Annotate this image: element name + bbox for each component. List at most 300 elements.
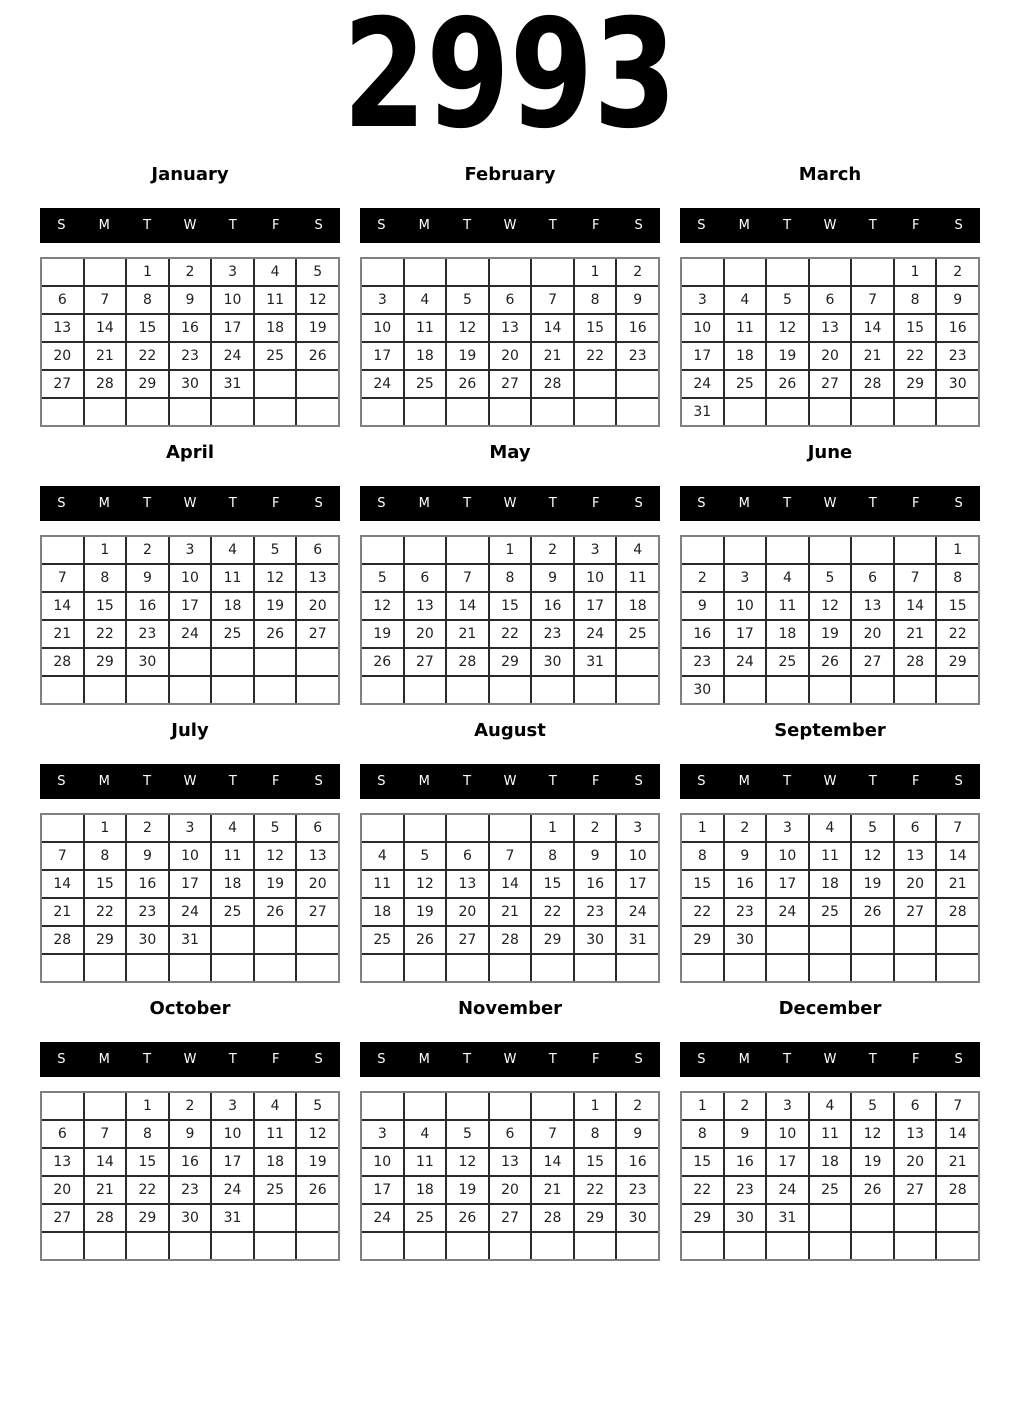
weekday-label: S: [634, 496, 643, 511]
day-cell: 12: [852, 843, 893, 869]
month-name: June: [807, 441, 853, 463]
day-cell: 19: [255, 593, 296, 619]
day-cell: 4: [255, 1093, 296, 1119]
day-cell: [212, 649, 253, 675]
day-cell: 20: [297, 593, 338, 619]
day-cell: [575, 955, 616, 981]
weekday-label: T: [868, 496, 877, 511]
day-cell: 21: [85, 1177, 126, 1203]
day-grid: [680, 257, 980, 427]
month-name: January: [151, 163, 229, 185]
day-grid: [360, 257, 660, 427]
day-cell: [42, 259, 83, 285]
month-block: [360, 706, 660, 984]
day-cell: [297, 399, 338, 425]
day-cell: 24: [575, 621, 616, 647]
year-title: 2993: [342, 0, 677, 162]
month-name: October: [149, 997, 231, 1019]
day-cell: 27: [852, 649, 893, 675]
month-block: [40, 428, 340, 706]
day-cell: 26: [297, 1177, 338, 1203]
day-cell: 9: [937, 287, 978, 313]
day-cell: 28: [447, 649, 488, 675]
day-cell: 29: [85, 927, 126, 953]
day-cell: 24: [362, 371, 403, 397]
day-cell: 1: [490, 537, 531, 563]
day-cell: [810, 677, 851, 703]
day-cell: 11: [212, 843, 253, 869]
day-cell: 13: [42, 1149, 83, 1175]
day-cell: [490, 259, 531, 285]
day-cell: 30: [725, 927, 766, 953]
weekday-label: W: [183, 496, 197, 511]
day-cell: 24: [682, 371, 723, 397]
day-cell: 28: [937, 1177, 978, 1203]
day-cell: [170, 1233, 211, 1259]
day-cell: [362, 955, 403, 981]
day-cell: 7: [490, 843, 531, 869]
weekday-label: F: [591, 774, 600, 789]
day-cell: 26: [810, 649, 851, 675]
day-cell: 21: [852, 343, 893, 369]
day-cell: 15: [575, 1149, 616, 1175]
day-cell: 6: [895, 815, 936, 841]
day-cell: [490, 815, 531, 841]
day-cell: 28: [852, 371, 893, 397]
day-cell: [767, 955, 808, 981]
weekday-label: T: [868, 1052, 877, 1067]
day-cell: 7: [447, 565, 488, 591]
day-cell: [212, 677, 253, 703]
day-cell: [490, 399, 531, 425]
weekday-label: F: [911, 218, 920, 233]
day-cell: [767, 927, 808, 953]
day-cell: 13: [895, 1121, 936, 1147]
day-cell: [362, 815, 403, 841]
day-cell: [405, 1233, 446, 1259]
day-cell: 25: [767, 649, 808, 675]
day-cell: 4: [767, 565, 808, 591]
weekday-label: S: [697, 774, 706, 789]
day-cell: 5: [297, 259, 338, 285]
day-cell: 17: [212, 1149, 253, 1175]
day-cell: 14: [532, 1149, 573, 1175]
day-cell: 3: [767, 815, 808, 841]
day-cell: 30: [170, 371, 211, 397]
day-cell: 13: [810, 315, 851, 341]
day-cell: [532, 1233, 573, 1259]
day-cell: 10: [212, 1121, 253, 1147]
weekday-label: W: [183, 774, 197, 789]
day-cell: 13: [490, 1149, 531, 1175]
day-cell: 9: [575, 843, 616, 869]
month-name: August: [474, 719, 546, 741]
month-name: February: [464, 163, 556, 185]
day-cell: [255, 371, 296, 397]
day-cell: 3: [617, 815, 658, 841]
day-cell: 14: [895, 593, 936, 619]
day-cell: 24: [767, 1177, 808, 1203]
day-cell: 5: [852, 815, 893, 841]
day-cell: [297, 371, 338, 397]
day-cell: 9: [725, 843, 766, 869]
day-cell: 3: [725, 565, 766, 591]
month-name: July: [171, 719, 209, 741]
day-cell: [297, 927, 338, 953]
day-cell: 2: [617, 259, 658, 285]
day-cell: 8: [682, 1121, 723, 1147]
day-cell: [170, 955, 211, 981]
weekday-label: M: [98, 774, 110, 789]
day-cell: [767, 1233, 808, 1259]
day-cell: [575, 371, 616, 397]
day-cell: [42, 1233, 83, 1259]
day-cell: 9: [127, 565, 168, 591]
day-cell: 22: [575, 343, 616, 369]
day-cell: 10: [682, 315, 723, 341]
day-cell: [895, 1205, 936, 1231]
day-cell: 17: [170, 593, 211, 619]
day-cell: [212, 927, 253, 953]
day-cell: 9: [532, 565, 573, 591]
day-cell: 20: [810, 343, 851, 369]
day-cell: [85, 1233, 126, 1259]
day-cell: 15: [682, 1149, 723, 1175]
day-cell: [682, 955, 723, 981]
day-cell: [810, 399, 851, 425]
day-cell: 24: [212, 1177, 253, 1203]
day-cell: 3: [212, 1093, 253, 1119]
day-cell: 23: [127, 899, 168, 925]
day-cell: 5: [767, 287, 808, 313]
day-cell: [852, 955, 893, 981]
weekday-label: S: [57, 218, 66, 233]
day-cell: 8: [490, 565, 531, 591]
day-cell: 10: [767, 1121, 808, 1147]
day-cell: 7: [532, 287, 573, 313]
day-cell: 1: [575, 259, 616, 285]
day-cell: 9: [170, 1121, 211, 1147]
weekday-label: M: [738, 774, 750, 789]
day-cell: [127, 677, 168, 703]
day-cell: 27: [895, 1177, 936, 1203]
day-cell: 12: [255, 565, 296, 591]
day-cell: 11: [617, 565, 658, 591]
day-cell: 27: [490, 1205, 531, 1231]
day-cell: 20: [297, 871, 338, 897]
day-cell: 21: [937, 871, 978, 897]
day-cell: [852, 1205, 893, 1231]
day-cell: [362, 399, 403, 425]
day-cell: [85, 399, 126, 425]
day-cell: [895, 955, 936, 981]
day-cell: 21: [532, 343, 573, 369]
day-cell: [617, 399, 658, 425]
day-cell: 12: [447, 1149, 488, 1175]
weekday-label: W: [823, 496, 837, 511]
weekday-label: T: [463, 774, 472, 789]
day-cell: 7: [85, 1121, 126, 1147]
day-cell: [42, 815, 83, 841]
day-cell: 18: [810, 871, 851, 897]
day-cell: [617, 1233, 658, 1259]
weekday-header-row: [40, 486, 340, 521]
day-cell: [85, 955, 126, 981]
weekday-label: T: [783, 496, 792, 511]
day-cell: [532, 677, 573, 703]
day-cell: 7: [532, 1121, 573, 1147]
day-cell: 30: [532, 649, 573, 675]
day-cell: 19: [852, 1149, 893, 1175]
day-cell: 24: [212, 343, 253, 369]
day-cell: 2: [170, 1093, 211, 1119]
day-cell: [937, 955, 978, 981]
day-cell: 1: [532, 815, 573, 841]
day-cell: [852, 927, 893, 953]
day-cell: [810, 1205, 851, 1231]
day-cell: 14: [42, 593, 83, 619]
day-cell: [682, 537, 723, 563]
day-cell: 10: [767, 843, 808, 869]
day-cell: 17: [575, 593, 616, 619]
day-cell: 6: [852, 565, 893, 591]
day-cell: [447, 259, 488, 285]
weekday-header-row: [360, 486, 660, 521]
day-cell: 1: [127, 259, 168, 285]
weekday-label: F: [271, 774, 280, 789]
day-cell: [895, 537, 936, 563]
day-cell: 29: [682, 927, 723, 953]
day-cell: [362, 537, 403, 563]
day-cell: [255, 927, 296, 953]
day-cell: 13: [42, 315, 83, 341]
day-cell: 22: [937, 621, 978, 647]
day-cell: 17: [617, 871, 658, 897]
day-cell: 25: [362, 927, 403, 953]
day-cell: [255, 399, 296, 425]
day-cell: 28: [42, 649, 83, 675]
weekday-label: F: [271, 496, 280, 511]
day-cell: 7: [42, 843, 83, 869]
day-cell: 3: [575, 537, 616, 563]
day-cell: 20: [490, 1177, 531, 1203]
day-cell: 20: [447, 899, 488, 925]
day-grid: [40, 1091, 340, 1261]
day-cell: 14: [85, 1149, 126, 1175]
day-cell: 2: [682, 565, 723, 591]
day-cell: 19: [447, 343, 488, 369]
day-cell: 12: [852, 1121, 893, 1147]
day-cell: 11: [255, 1121, 296, 1147]
day-cell: 2: [575, 815, 616, 841]
day-cell: [575, 399, 616, 425]
day-grid: [360, 1091, 660, 1261]
day-cell: [937, 927, 978, 953]
weekday-label: F: [591, 1052, 600, 1067]
day-cell: [42, 955, 83, 981]
day-cell: 22: [532, 899, 573, 925]
day-cell: [362, 259, 403, 285]
day-cell: 15: [575, 315, 616, 341]
day-cell: 5: [852, 1093, 893, 1119]
day-cell: 21: [895, 621, 936, 647]
day-cell: 25: [212, 621, 253, 647]
day-cell: 16: [170, 315, 211, 341]
day-cell: 10: [362, 315, 403, 341]
day-cell: 18: [255, 1149, 296, 1175]
month-name: November: [457, 997, 563, 1019]
day-cell: [767, 537, 808, 563]
weekday-label: F: [591, 496, 600, 511]
month-name: April: [165, 441, 215, 463]
day-cell: 16: [725, 1149, 766, 1175]
day-cell: [810, 1233, 851, 1259]
day-cell: 5: [362, 565, 403, 591]
day-cell: 13: [490, 315, 531, 341]
day-cell: [852, 537, 893, 563]
day-cell: 7: [895, 565, 936, 591]
day-cell: 18: [212, 871, 253, 897]
weekday-label: T: [228, 1052, 237, 1067]
weekday-label: T: [143, 774, 152, 789]
day-cell: 27: [490, 371, 531, 397]
day-cell: [85, 677, 126, 703]
day-cell: 16: [617, 315, 658, 341]
day-grid: [680, 535, 980, 705]
weekday-label: F: [911, 1052, 920, 1067]
day-cell: 24: [767, 899, 808, 925]
day-cell: [297, 955, 338, 981]
day-cell: [725, 1233, 766, 1259]
weekday-label: W: [823, 774, 837, 789]
day-cell: [725, 955, 766, 981]
day-cell: 11: [405, 1149, 446, 1175]
day-cell: 29: [937, 649, 978, 675]
day-cell: 19: [255, 871, 296, 897]
weekday-label: S: [954, 218, 963, 233]
day-cell: [297, 649, 338, 675]
weekday-label: T: [143, 1052, 152, 1067]
day-cell: 20: [895, 871, 936, 897]
day-cell: 22: [682, 899, 723, 925]
day-cell: 1: [682, 1093, 723, 1119]
day-cell: 8: [575, 1121, 616, 1147]
weekday-label: W: [503, 774, 517, 789]
day-cell: 5: [255, 815, 296, 841]
month-block: [40, 706, 340, 984]
day-grid: [40, 535, 340, 705]
day-cell: [937, 399, 978, 425]
weekday-label: T: [548, 774, 557, 789]
day-cell: 23: [617, 1177, 658, 1203]
day-cell: [405, 259, 446, 285]
day-cell: [725, 259, 766, 285]
day-cell: 13: [447, 871, 488, 897]
day-cell: [447, 677, 488, 703]
day-cell: 7: [937, 1093, 978, 1119]
day-cell: 14: [85, 315, 126, 341]
day-cell: 21: [532, 1177, 573, 1203]
day-cell: [617, 955, 658, 981]
day-cell: 17: [362, 343, 403, 369]
weekday-label: M: [738, 1052, 750, 1067]
day-cell: 17: [170, 871, 211, 897]
month-name: May: [489, 441, 531, 463]
day-cell: 30: [170, 1205, 211, 1231]
day-cell: 28: [937, 899, 978, 925]
day-cell: 10: [617, 843, 658, 869]
day-cell: [127, 1233, 168, 1259]
weekday-label: F: [911, 496, 920, 511]
day-cell: 1: [85, 537, 126, 563]
day-cell: [682, 259, 723, 285]
day-cell: 25: [617, 621, 658, 647]
day-cell: [405, 955, 446, 981]
day-cell: 18: [725, 343, 766, 369]
day-cell: 23: [937, 343, 978, 369]
weekday-label: T: [143, 496, 152, 511]
day-cell: [617, 371, 658, 397]
weekday-label: M: [98, 218, 110, 233]
day-cell: 16: [575, 871, 616, 897]
day-cell: 23: [617, 343, 658, 369]
day-cell: [532, 1093, 573, 1119]
day-cell: 6: [297, 537, 338, 563]
day-cell: 5: [405, 843, 446, 869]
weekday-label: W: [183, 1052, 197, 1067]
day-cell: 23: [170, 343, 211, 369]
day-cell: 2: [170, 259, 211, 285]
day-cell: 17: [725, 621, 766, 647]
day-cell: 19: [810, 621, 851, 647]
month-block: [40, 984, 340, 1262]
weekday-label: W: [503, 496, 517, 511]
day-cell: 1: [682, 815, 723, 841]
weekday-label: M: [98, 496, 110, 511]
weekday-label: W: [503, 1052, 517, 1067]
day-cell: 22: [682, 1177, 723, 1203]
day-cell: 10: [212, 287, 253, 313]
day-cell: 29: [895, 371, 936, 397]
weekday-label: S: [954, 1052, 963, 1067]
day-cell: [725, 677, 766, 703]
day-cell: 17: [682, 343, 723, 369]
day-cell: [937, 677, 978, 703]
day-cell: [895, 1233, 936, 1259]
day-cell: 17: [767, 1149, 808, 1175]
day-grid: [40, 813, 340, 983]
day-cell: [490, 1233, 531, 1259]
day-cell: 6: [447, 843, 488, 869]
day-cell: [127, 955, 168, 981]
month-block: [360, 428, 660, 706]
day-cell: 31: [170, 927, 211, 953]
day-cell: [212, 1233, 253, 1259]
weekday-label: S: [954, 496, 963, 511]
day-cell: 4: [810, 1093, 851, 1119]
day-cell: [490, 955, 531, 981]
day-cell: [575, 1233, 616, 1259]
weekday-label: S: [314, 774, 323, 789]
day-cell: 3: [767, 1093, 808, 1119]
weekday-label: W: [823, 218, 837, 233]
weekday-label: S: [377, 1052, 386, 1067]
day-cell: [532, 399, 573, 425]
day-cell: 22: [895, 343, 936, 369]
day-cell: [725, 399, 766, 425]
day-cell: 23: [725, 899, 766, 925]
day-cell: 13: [405, 593, 446, 619]
